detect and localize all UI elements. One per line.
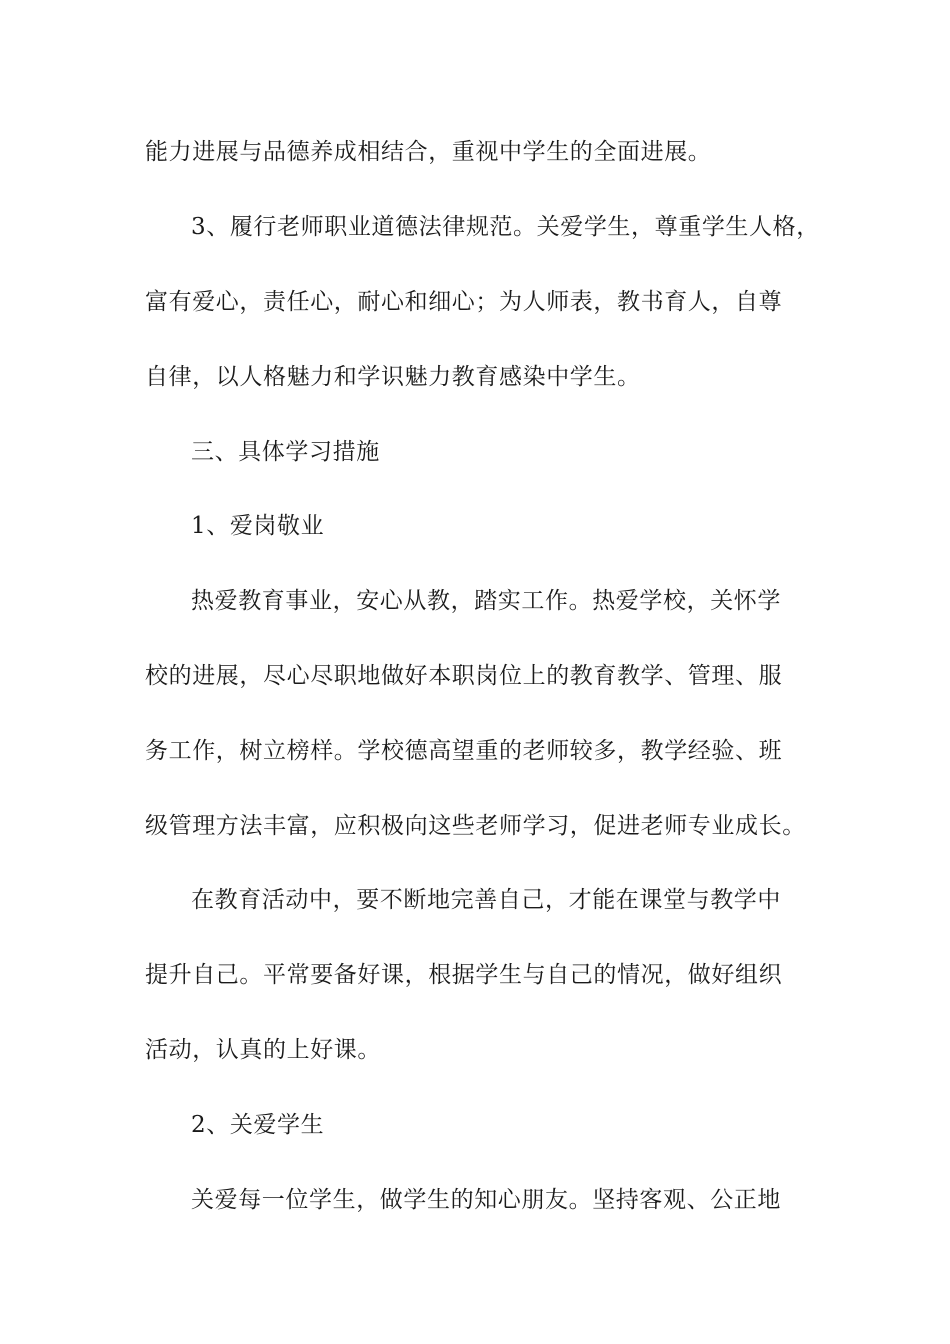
text-line: 务工作，树立榜样。学校德高望重的老师较多，教学经验、班: [145, 738, 783, 764]
section-heading: 三、具体学习措施: [191, 439, 380, 465]
text-line: 自律，以人格魅力和学识魅力教育感染中学生。: [145, 364, 641, 390]
text-line: 提升自己。平常要备好课，根据学生与自己的情况，做好组织: [145, 962, 783, 988]
text-line: 3、履行老师职业道德法律规范。关爱学生，尊重学生人格，: [191, 214, 820, 240]
text-line: 活动，认真的上好课。: [145, 1037, 381, 1063]
text-line: 校的进展，尽心尽职地做好本职岗位上的教育教学、管理、服: [145, 663, 783, 689]
text-line: 级管理方法丰富，应积极向这些老师学习，促进老师专业成长。: [145, 813, 806, 839]
text-line: 能力进展与品德养成相结合，重视中学生的全面进展。: [145, 139, 712, 165]
text-line: 关爱每一位学生，做学生的知心朋友。坚持客观、公正地: [191, 1187, 781, 1213]
subsection-heading: 2、关爱学生: [191, 1112, 325, 1138]
text-line: 在教育活动中，要不断地完善自己，才能在课堂与教学中: [191, 887, 781, 913]
subsection-heading: 1、爱岗敬业: [191, 513, 325, 539]
text-line: 热爱教育事业，安心从教，踏实工作。热爱学校，关怀学: [191, 588, 781, 614]
text-line: 富有爱心，责任心，耐心和细心；为人师表，教书育人，自尊: [145, 289, 783, 315]
